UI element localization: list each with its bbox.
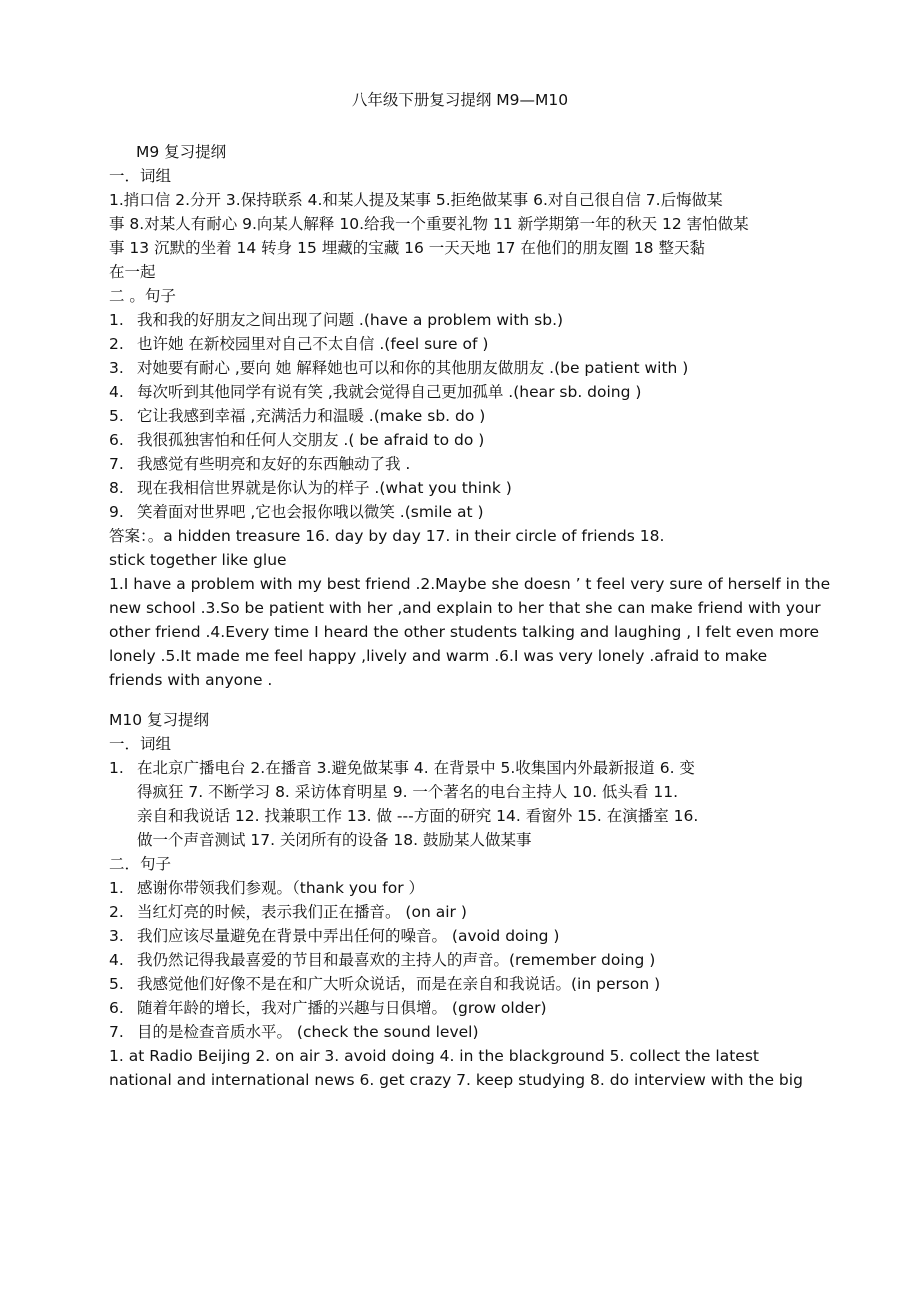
item-text: 我感觉他们好像不是在和广大听众说话，而是在亲自和我说话。(in person ) (137, 975, 661, 993)
m10-section (109, 708, 909, 1092)
item-text: 目的是检查音质水平。 (check the sound level) (137, 1023, 479, 1041)
m10-sentence-item (109, 876, 909, 900)
m9-phrases-heading: 一．词组 (109, 167, 172, 185)
m9-sentence-item (109, 404, 909, 428)
m9-sentences-heading: 二 。句子 (109, 287, 176, 305)
m9-answers-line: 答案：。a hidden treasure 16. day by day 17. in their circle of friends 18. (109, 527, 665, 545)
m9-phrases-line: 在一起 (109, 263, 156, 281)
m10-phrases-line: 做一个声音测试 17. 关闭所有的设备 18. 鼓励某人做某事 (137, 831, 532, 849)
m10-phrases-heading: 一．词组 (109, 735, 172, 753)
item-number: 5. (109, 407, 124, 425)
item-number: 1. (109, 879, 124, 897)
m9-answers-line: new school .3.So be patient with her ,and explain to her that she can make friend with your (109, 599, 821, 617)
item-text: 随着年龄的增长，我对广播的兴趣与日俱增。 (grow older) (137, 999, 547, 1017)
m9-answers-line: stick together like glue (109, 551, 287, 569)
item-text: 我仍然记得我最喜爱的节目和最喜欢的主持人的声音。(remember doing ) (137, 951, 656, 969)
m10-phrases-line: 得疯狂 7. 不断学习 8. 采访体育明星 9. 一个著名的电台主持人 10. 低头看 11. (137, 783, 679, 801)
page-title: 八年级下册复习提纲 M9—M10 (351, 91, 569, 109)
item-text: 笑着面对世界吧 ,它也会报你哦以微笑 .(smile at ) (137, 503, 484, 521)
m9-phrases-line: 1.捎口信 2.分开 3.保持联系 4.和某人提及某事 5.拒绝做某事 6.对自己很自信 7.后悔做某 (109, 191, 723, 209)
m10-phrases-line (109, 756, 909, 780)
item-text: 每次听到其他同学有说有笑 ,我就会觉得自己更加孤单 .(hear sb. doing ) (137, 383, 642, 401)
item-number: 1. (109, 311, 124, 329)
m9-sentence-item (109, 452, 909, 476)
m9-sentence-item (109, 332, 909, 356)
item-number: 9. (109, 503, 124, 521)
item-number: 3. (109, 359, 124, 377)
m9-sentence-item (109, 380, 909, 404)
item-text: 它让我感到幸福 ,充满活力和温暖 .(make sb. do ) (137, 407, 486, 425)
item-number: 7. (109, 455, 124, 473)
m9-sentence-item (109, 476, 909, 500)
m9-answers-line: lonely .5.It made me feel happy ,lively and warm .6.I was very lonely .afraid to make (109, 647, 768, 665)
m9-sentence-item (109, 356, 909, 380)
item-number: 5. (109, 975, 124, 993)
m10-sentence-item (109, 996, 909, 1020)
m10-sentence-item (109, 972, 909, 996)
item-text: 对她要有耐心 ,要向 她 解释她也可以和你的其他朋友做朋友 .(be patient with ) (137, 359, 689, 377)
m10-answers-line: 1. at Radio Beijing 2. on air 3. avoid doing 4. in the blackground 5. collect the latest (109, 1047, 759, 1065)
m10-sentence-item (109, 924, 909, 948)
item-text: 感谢你带领我们参观。（thank you for ） (137, 879, 425, 897)
m9-heading: M9 复习提纲 (136, 143, 227, 161)
item-text: 现在我相信世界就是你认为的样子 .(what you think ) (137, 479, 512, 497)
item-number: 6. (109, 999, 124, 1017)
item-number: 6. (109, 431, 124, 449)
m10-sentence-item (109, 900, 909, 924)
m9-sentence-item (109, 500, 909, 524)
m10-sentence-item (109, 1020, 909, 1044)
item-text: 当红灯亮的时候，表示我们正在播音。 (on air ) (137, 903, 467, 921)
m9-answers-line: friends with anyone . (109, 671, 273, 689)
item-number: 4. (109, 383, 124, 401)
m10-sentences-heading: 二．句子 (109, 855, 172, 873)
m10-phrases-line: 亲自和我说话 12. 找兼职工作 13. 做 ---方面的研究 14. 看窗外 15. 在演播室 16. (137, 807, 699, 825)
m10-sentence-item (109, 948, 909, 972)
m9-sentence-item (109, 428, 909, 452)
m9-answers-line: other friend .4.Every time I heard the other students talking and laughing , I felt even more (109, 623, 820, 641)
item-number: 4. (109, 951, 124, 969)
item-text: 我很孤独害怕和任何人交朋友 .( be afraid to do ) (137, 431, 485, 449)
item-text: 我们应该尽量避免在背景中弄出任何的噪音。 (avoid doing ) (137, 927, 560, 945)
item-number: 8. (109, 479, 124, 497)
m9-answers-line: 1.I have a problem with my best friend .2.Maybe she doesn ’ t feel very sure of herself in the (109, 575, 831, 593)
item-number: 2. (109, 903, 124, 921)
m9-section (109, 140, 909, 692)
item-number: 3. (109, 927, 124, 945)
item-text: 在北京广播电台 2.在播音 3.避免做某事 4. 在背景中 5.收集国内外最新报道 6. 变 (137, 759, 695, 777)
item-number: 2. (109, 335, 124, 353)
m10-heading: M10 复习提纲 (109, 711, 210, 729)
item-text: 我和我的好朋友之间出现了问题 .(have a problem with sb.) (137, 311, 564, 329)
m9-sentence-item (109, 308, 909, 332)
item-text: 我感觉有些明亮和友好的东西触动了我 . (137, 455, 411, 473)
m10-answers-line: national and international news 6. get crazy 7. keep studying 8. do interview with the big (109, 1071, 803, 1089)
item-number: 7. (109, 1023, 124, 1041)
m9-phrases-line: 事 13 沉默的坐着 14 转身 15 埋藏的宝藏 16 一天天地 17 在他们的朋友圈 18 整天黏 (109, 239, 705, 257)
item-number: 1. (109, 759, 124, 777)
item-text: 也许她 在新校园里对自己不太自信 .(feel sure of ) (137, 335, 489, 353)
m9-phrases-line: 事 8.对某人有耐心 9.向某人解释 10.给我一个重要礼物 11 新学期第一年的秋天 12 害怕做某 (109, 215, 749, 233)
